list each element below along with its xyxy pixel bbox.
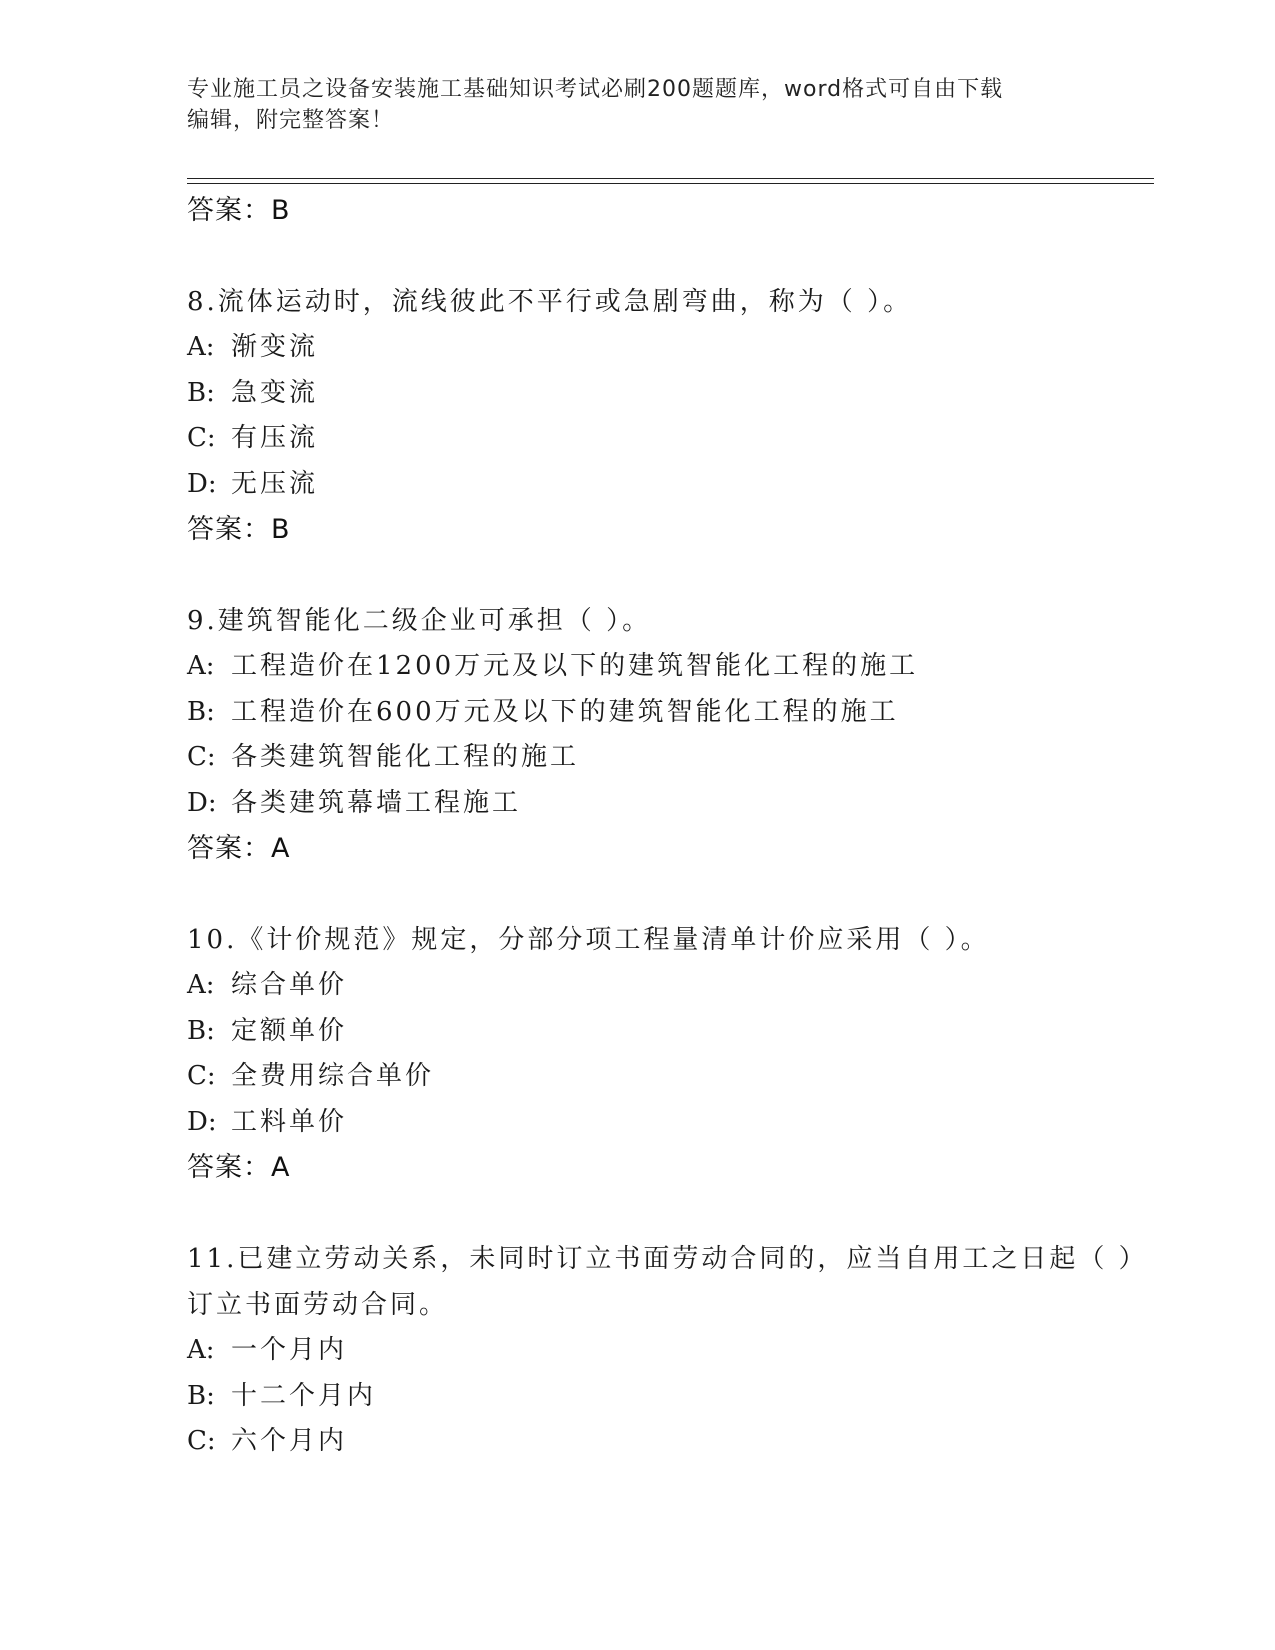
option-letter: A: xyxy=(187,970,215,1000)
option-a xyxy=(187,325,1147,371)
question-stem: 9.建筑智能化二级企业可承担（ ）。 xyxy=(187,606,652,636)
answer-line: 答案：B xyxy=(187,514,291,545)
question-stem: 8.流体运动时，流线彼此不平行或急剧弯曲，称为（ ）。 xyxy=(187,287,913,317)
header-line-2: 编辑，附完整答案！ xyxy=(187,108,395,133)
option-letter: B: xyxy=(187,1015,215,1046)
option-a xyxy=(187,644,1147,690)
option-text: 各类建筑智能化工程的施工 xyxy=(231,742,580,772)
option-text: 全费用综合单价 xyxy=(231,1061,435,1091)
option-c xyxy=(187,1054,1147,1100)
option-letter: D: xyxy=(187,1106,217,1137)
option-text: 各类建筑幕墙工程施工 xyxy=(231,787,522,818)
option-letter: A: xyxy=(187,332,215,362)
answer-line: 答案：A xyxy=(187,833,291,864)
option-b xyxy=(187,371,1147,417)
option-text: 一个月内 xyxy=(231,1335,348,1365)
option-letter: B: xyxy=(187,1380,215,1411)
option-text: 定额单价 xyxy=(231,1015,348,1046)
option-b xyxy=(187,1009,1147,1055)
option-letter: B: xyxy=(187,377,215,408)
question-block xyxy=(187,598,1147,872)
option-letter: D: xyxy=(187,787,217,818)
header-line-1: 专业施工员之设备安装施工基础知识考试必刷200题题库，word格式可自由下载 xyxy=(187,77,1004,102)
option-letter: A: xyxy=(187,1335,215,1365)
option-letter: C: xyxy=(187,742,216,772)
option-d xyxy=(187,462,1147,508)
option-text: 六个月内 xyxy=(231,1426,348,1456)
option-text: 综合单价 xyxy=(231,970,348,1000)
spacer xyxy=(187,1191,1147,1236)
option-c xyxy=(187,735,1147,781)
option-text: 十二个月内 xyxy=(231,1380,377,1411)
previous-answer: 答案：B xyxy=(187,195,291,226)
option-letter: B: xyxy=(187,696,215,727)
option-text: 急变流 xyxy=(231,377,319,408)
option-b xyxy=(187,1374,1147,1420)
option-text: 工料单价 xyxy=(231,1106,348,1137)
spacer xyxy=(187,553,1147,598)
answer-line: 答案：A xyxy=(187,1152,291,1183)
option-d xyxy=(187,1100,1147,1146)
option-text: 有压流 xyxy=(231,423,319,453)
option-a xyxy=(187,963,1147,1009)
header-rule-top xyxy=(187,178,1154,179)
header-rule-bottom xyxy=(187,183,1154,184)
question-block xyxy=(187,1236,1147,1465)
option-letter: D: xyxy=(187,468,217,499)
option-letter: A: xyxy=(187,651,215,681)
option-letter: C: xyxy=(187,1061,216,1091)
option-text: 工程造价在1200万元及以下的建筑智能化工程的施工 xyxy=(231,651,919,681)
option-text: 渐变流 xyxy=(231,332,319,362)
spacer xyxy=(187,872,1147,917)
option-d xyxy=(187,781,1147,827)
question-list xyxy=(187,188,1147,1465)
question-block xyxy=(187,279,1147,553)
option-b xyxy=(187,690,1147,736)
option-a xyxy=(187,1328,1147,1374)
option-text: 工程造价在600万元及以下的建筑智能化工程的施工 xyxy=(231,696,899,727)
option-c xyxy=(187,1419,1147,1465)
option-letter: C: xyxy=(187,1426,216,1456)
question-stem: 11.已建立劳动关系，未同时订立书面劳动合同的，应当自用工之日起（ ）订立书面劳动合同。 xyxy=(187,1244,1135,1320)
question-block xyxy=(187,917,1147,1191)
spacer xyxy=(187,234,1147,279)
option-text: 无压流 xyxy=(231,468,319,499)
question-stem: 10.《计价规范》规定，分部分项工程量清单计价应采用（ ）。 xyxy=(187,925,990,955)
document-header xyxy=(187,74,1067,136)
option-letter: C: xyxy=(187,423,216,453)
option-c xyxy=(187,416,1147,462)
